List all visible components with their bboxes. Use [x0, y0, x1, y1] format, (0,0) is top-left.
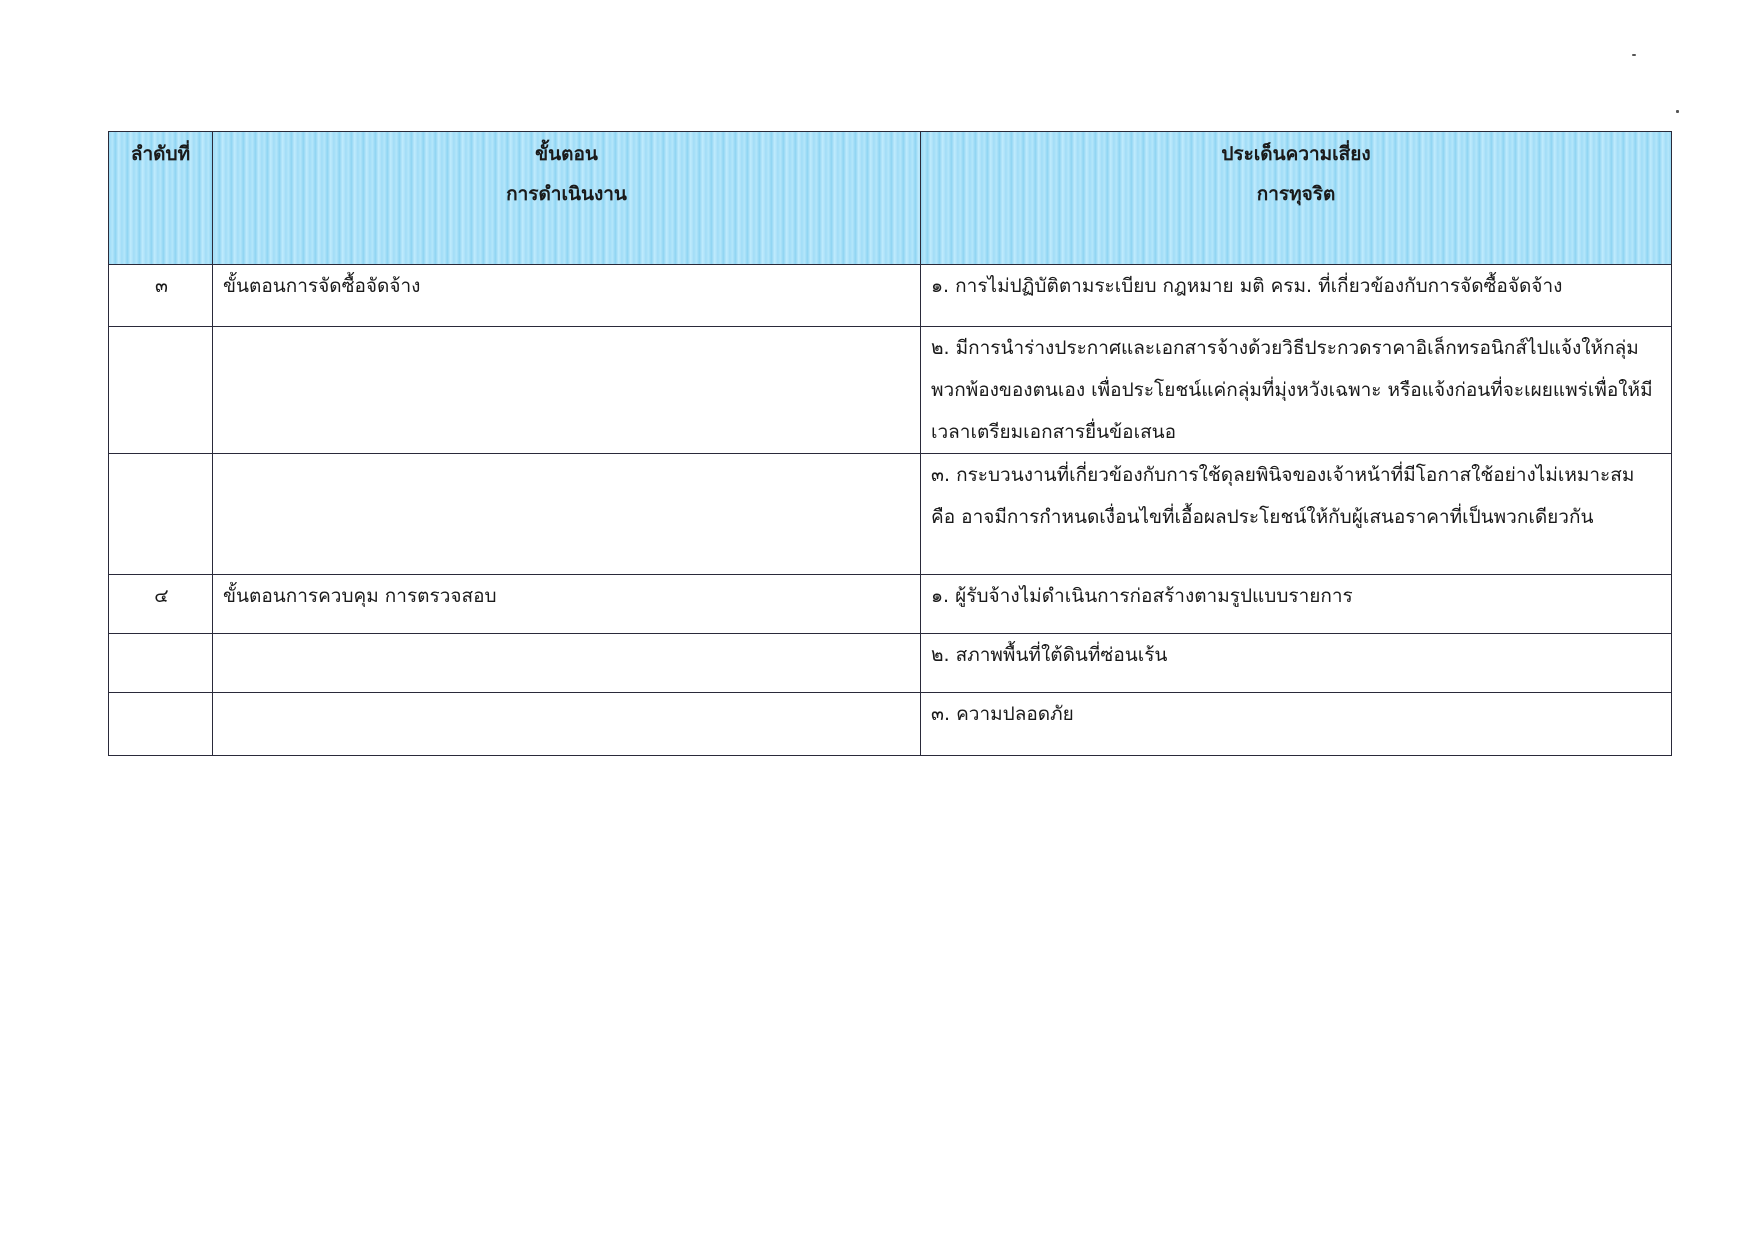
header-risk [921, 132, 1672, 265]
header-no-label: ลำดับที่ [130, 143, 191, 165]
row-risk: ๒. มีการนำร่างประกาศและเอกสารจ้างด้วยวิธีประกวดราคาอิเล็กทรอนิกส์ไปแจ้งให้กลุ่มพวกพ้องของตนเอง เพื่อประโยชน์แค่กลุ่มที่มุ่งหวังเฉพาะ หรือแจ้งก่อนที่จะเผยแพร่เพื่อให้มีเวลาเตรียมเอกสารยื่นข้อเสนอ [921, 327, 1672, 454]
row-step: ขั้นตอนการจัดซื้อจัดจ้าง [213, 265, 921, 327]
table-row [109, 265, 1672, 327]
row-step [213, 634, 921, 693]
table-row [109, 327, 1672, 454]
row-number [109, 634, 213, 693]
row-step [213, 693, 921, 756]
row-risk: ๒. สภาพพื้นที่ใต้ดินที่ซ่อนเร้น [921, 634, 1672, 693]
table-header-row [109, 132, 1672, 265]
header-step [213, 132, 921, 265]
header-no [109, 132, 213, 265]
row-number [109, 454, 213, 575]
header-step-line1: ขั้นตอน [535, 143, 598, 165]
row-step [213, 454, 921, 575]
row-risk: ๑. การไม่ปฏิบัติตามระเบียบ กฎหมาย มติ ครม. ที่เกี่ยวข้องกับการจัดซื้อจัดจ้าง [921, 265, 1672, 327]
table-row [109, 575, 1672, 634]
header-risk-line1: ประเด็นความเสี่ยง [1221, 143, 1371, 165]
risk-table [108, 131, 1672, 756]
row-number [109, 327, 213, 454]
row-risk: ๑. ผู้รับจ้างไม่ดำเนินการก่อสร้างตามรูปแบบรายการ [921, 575, 1672, 634]
row-number: ๓ [109, 265, 213, 327]
header-step-line2: การดำเนินงาน [506, 183, 627, 205]
scan-speck [1632, 54, 1636, 56]
table-row [109, 634, 1672, 693]
row-risk: ๓. กระบวนงานที่เกี่ยวข้องกับการใช้ดุลยพินิจของเจ้าหน้าที่มีโอกาสใช้อย่างไม่เหมาะสม คือ อาจมีการกำหนดเงื่อนไขที่เอื้อผลประโยชน์ให้กับผู้เสนอราคาที่เป็นพวกเดียวกัน [921, 454, 1672, 575]
row-risk: ๓. ความปลอดภัย [921, 693, 1672, 756]
table-row [109, 454, 1672, 575]
header-risk-line2: การทุจริต [1256, 183, 1336, 205]
row-step [213, 327, 921, 454]
scan-speck [1676, 110, 1679, 113]
row-step: ขั้นตอนการควบคุม การตรวจสอบ [213, 575, 921, 634]
row-number: ๔ [109, 575, 213, 634]
row-number [109, 693, 213, 756]
table-row [109, 693, 1672, 756]
